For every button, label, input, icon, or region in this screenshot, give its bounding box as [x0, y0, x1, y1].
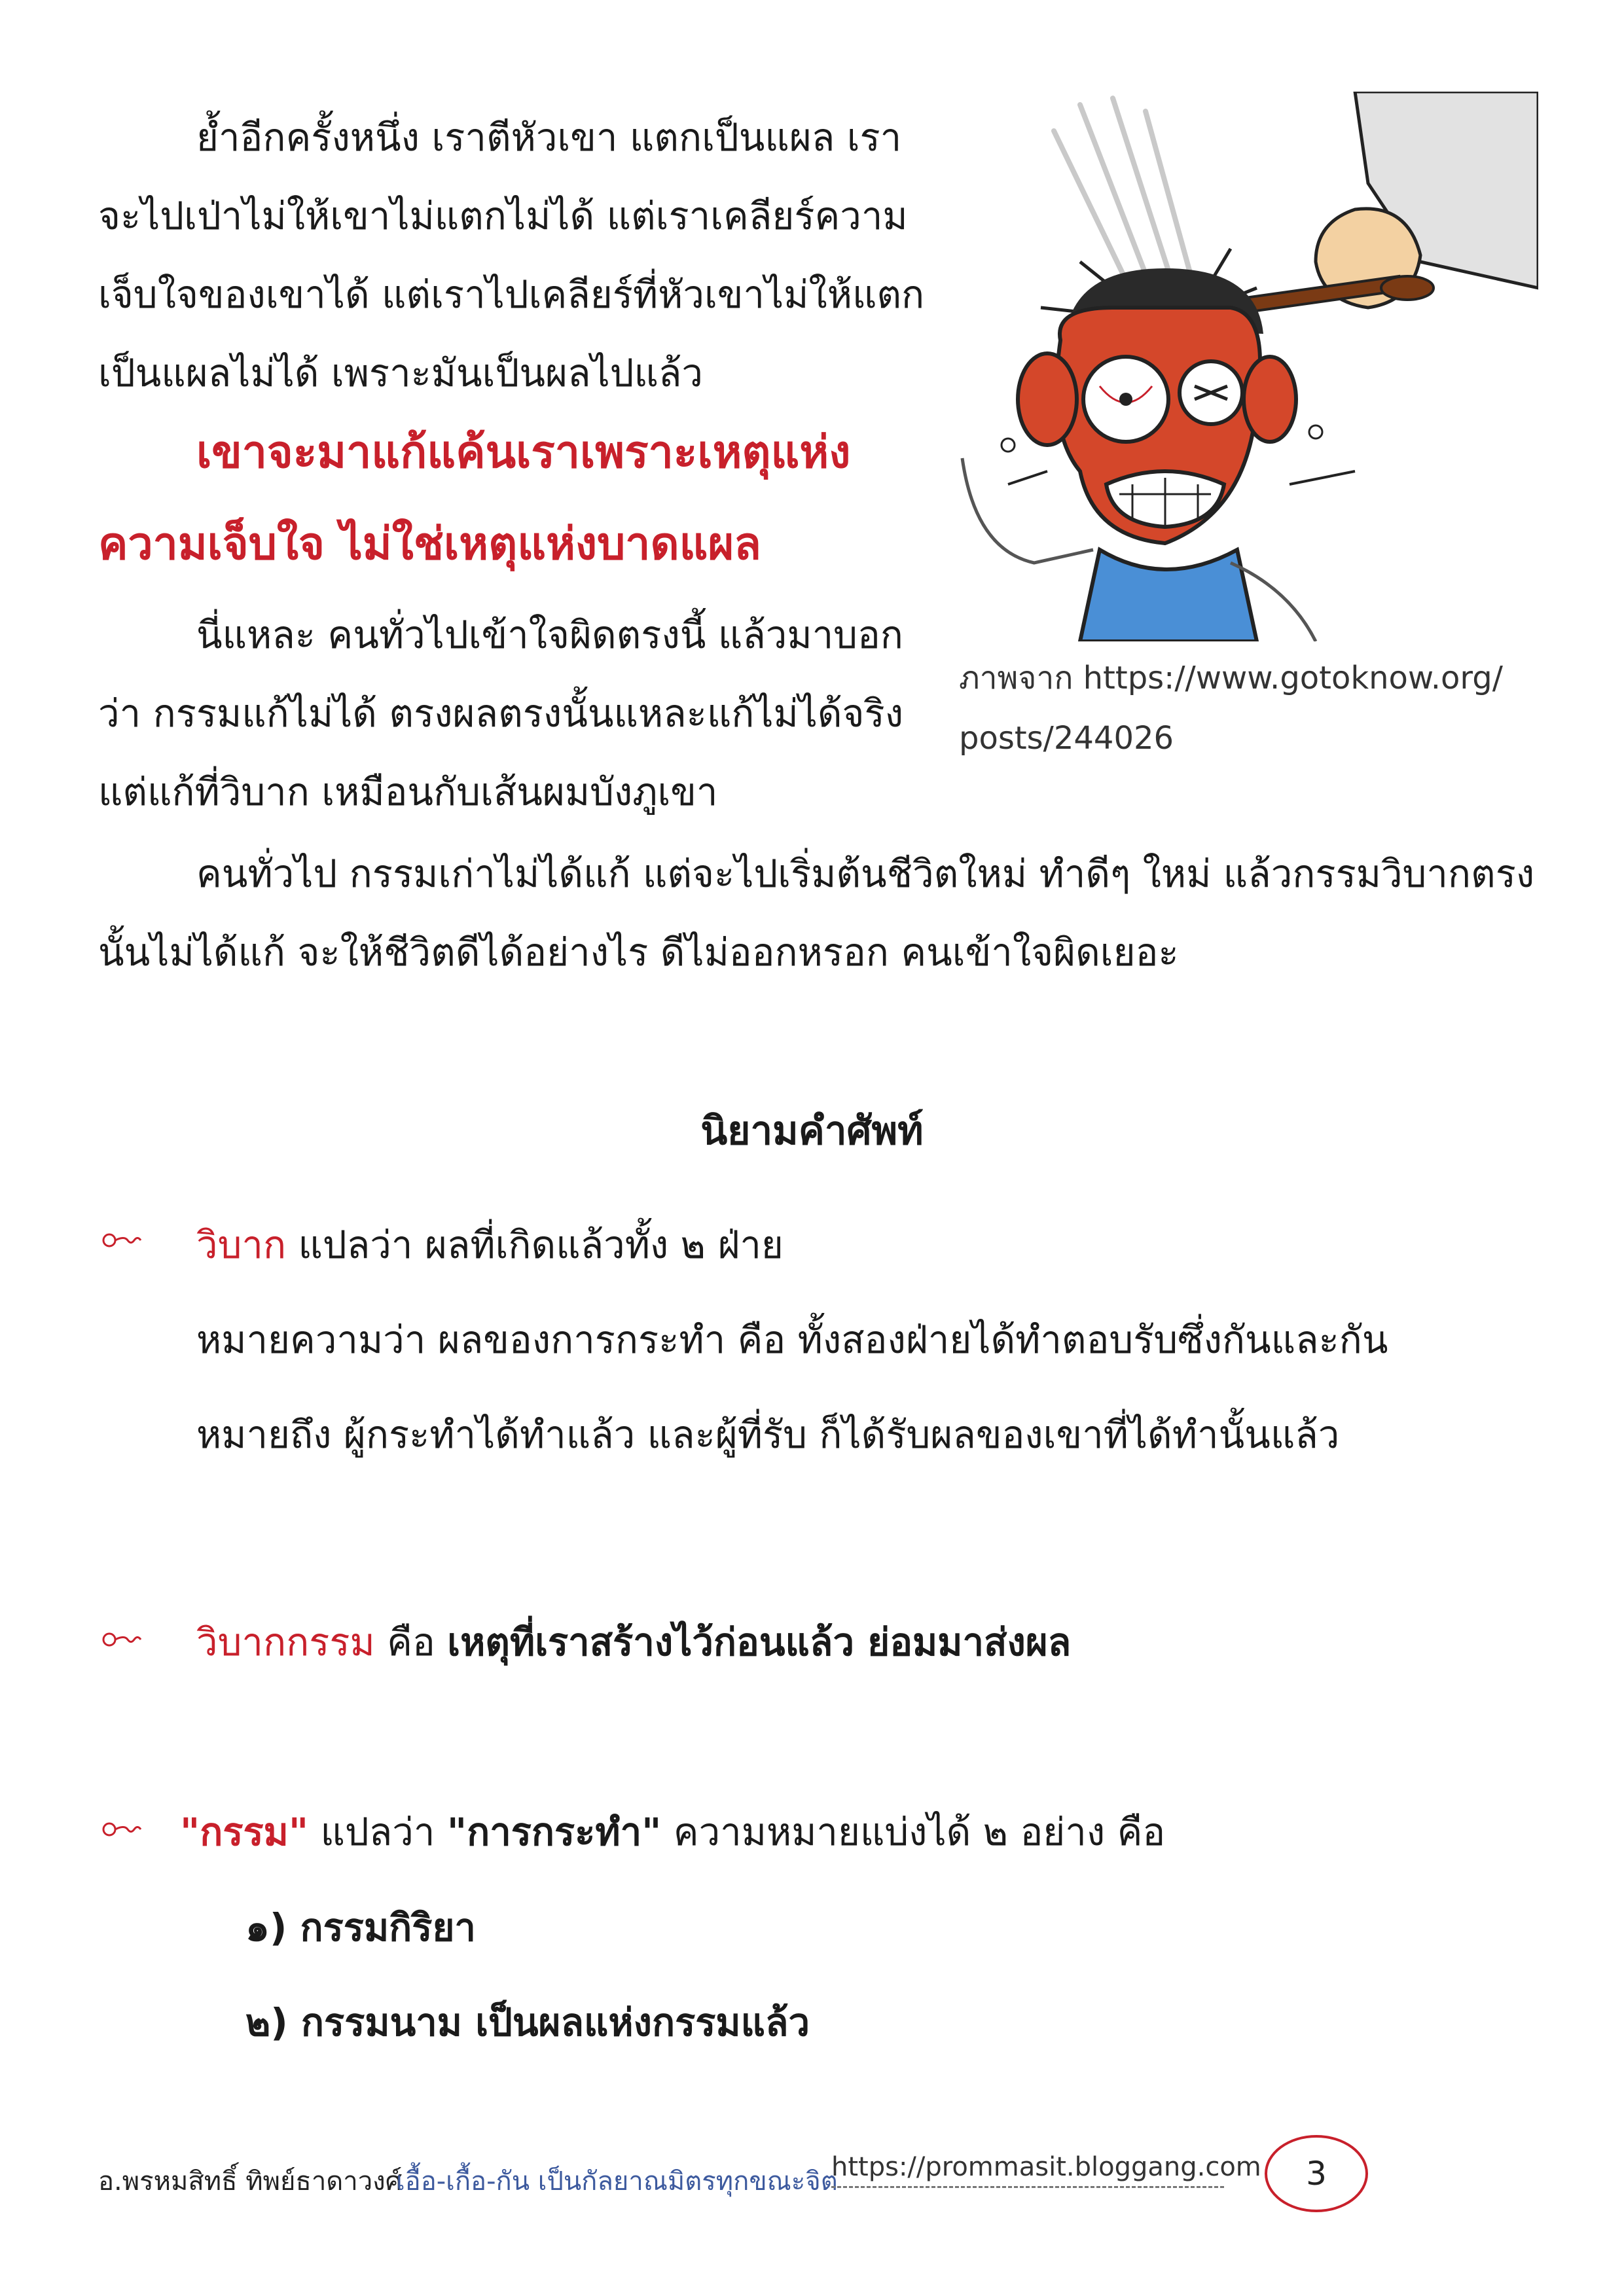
footer-motto: เอื้อ-เกื้อ-กัน เป็นกัลยาณมิตรทุกขณะจิต: [396, 2166, 838, 2197]
definition-vipakkam: [196, 1611, 1071, 1672]
paragraph-intro: [98, 98, 925, 412]
highlight-quote: [98, 407, 895, 590]
definition-text: ความหมายแบ่งได้ ๒ อย่าง คือ: [661, 1810, 1166, 1854]
footer-url[interactable]: https://prommasit.bloggang.com: [831, 2152, 1224, 2188]
text-line: เจ็บใจของเขาได้ แต่เราไปเคลียร์ที่หัวเขาไม่ให้แตก: [98, 272, 925, 317]
definition-text: แปลว่า ผลที่เกิดแล้วทั้ง ๒ ฝ่าย: [286, 1223, 784, 1267]
text-line: นี่แหละ คนทั่วไปเข้าใจผิดตรงนี้ แล้วมาบอก: [196, 613, 903, 657]
connector-text: คือ: [374, 1620, 448, 1664]
text-line: ย้ำอีกครั้งหนึ่ง เราตีหัวเขา แตกเป็นแผล เรา: [196, 115, 902, 160]
term-vipak: วิบาก: [196, 1223, 287, 1267]
bullet-ornament-icon: [101, 1630, 147, 1649]
image-caption: [959, 648, 1548, 768]
definition-text: เหตุที่เราสร้างไว้ก่อนแล้ว ย่อมมาส่งผล: [447, 1620, 1072, 1664]
paragraph-misunderstanding: [98, 596, 904, 831]
definition-kam: [180, 1801, 1165, 1862]
section-title: นิยามคำศัพท์: [700, 1108, 924, 1154]
caption-line: posts/244026: [959, 720, 1174, 757]
text-line: เป็นแผลไม่ได้ เพราะมันเป็นผลไปแล้ว: [98, 351, 703, 395]
kam-meaning: "การกระทำ": [446, 1810, 662, 1854]
text-line: จะไปเป่าไม่ให้เขาไม่แตกไม่ได้ แต่เราเคลียร์ความ: [98, 194, 908, 238]
list-item: ๑) กรรมกิริยา: [245, 1905, 476, 1950]
connector-text: แปลว่า: [308, 1810, 447, 1854]
bullet-ornament-icon: [101, 1230, 147, 1250]
cartoon-illustration: [949, 92, 1538, 641]
term-vipakkam: วิบากกรรม: [196, 1620, 375, 1664]
list-item: ๒) กรรมนาม เป็นผลแห่งกรรมแล้ว: [245, 2000, 810, 2045]
text-line: คนทั่วไป กรรมเก่าไม่ได้แก้ แต่จะไปเริ่มต้นชีวิตใหม่ ทำดีๆ ใหม่ แล้วกรรมวิบากตรง: [196, 852, 1535, 896]
text-line: แต่แก้ที่วิบาก เหมือนกับเส้นผมบังภูเขา: [98, 770, 718, 814]
text-line: นั้นไม่ได้แก้ จะให้ชีวิตดีได้อย่างไร ดีไม่ออกหรอก คนเข้าใจผิดเยอะ: [98, 930, 1179, 975]
page-number: 3: [1265, 2135, 1368, 2212]
definition-vipak-meaning: หมายความว่า ผลของการกระทำ คือ ทั้งสองฝ่ายได้ทำตอบรับซึ่งกันและกัน: [196, 1318, 1388, 1362]
footer-author: อ.พรหมสิทธิ์ ทิพย์ธาดาวงศ์: [98, 2166, 403, 2197]
definition-vipak-explain: หมายถึง ผู้กระทำได้ทำแล้ว และผู้ที่รับ ก็ได้รับผลของเขาที่ได้ทำนั้นแล้ว: [196, 1412, 1340, 1457]
caption-line: ภาพจาก https://www.gotoknow.org/: [959, 660, 1503, 696]
text-line: ว่า กรรมแก้ไม่ได้ ตรงผลตรงนั้นแหละแก้ไม่ได้จริง: [98, 691, 904, 736]
bullet-ornament-icon: [101, 1820, 147, 1839]
highlight-line: ความเจ็บใจ ไม่ใช่เหตุแห่งบาดแผล: [98, 518, 761, 570]
definition-vipak: [196, 1214, 784, 1275]
term-kam: "กรรม": [180, 1810, 309, 1854]
paragraph-old-karma: [98, 834, 1535, 992]
highlight-line: เขาจะมาแก้แค้นเราเพราะเหตุแห่ง: [196, 427, 851, 478]
